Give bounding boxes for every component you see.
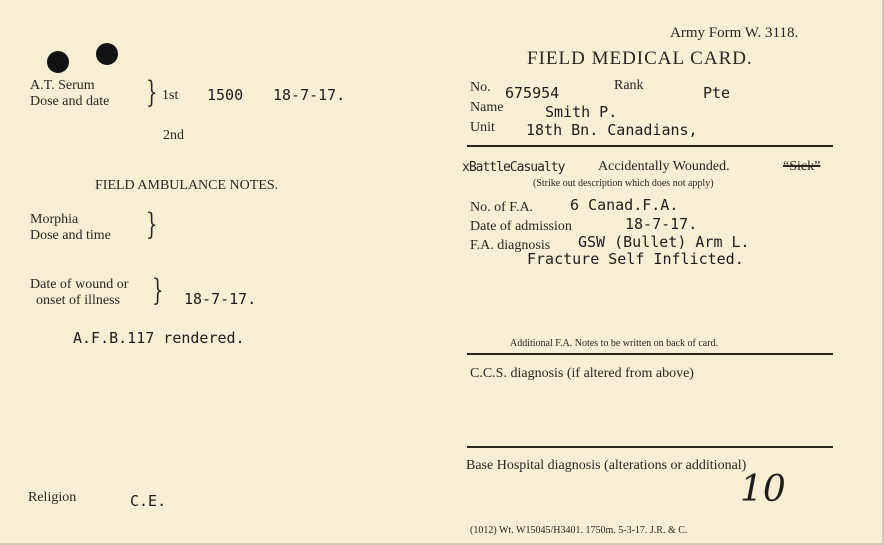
morphia-label-line1: Morphia <box>30 212 79 227</box>
base-hospital-label: Base Hospital diagnosis (alterations or additional) <box>466 458 747 473</box>
admission-label: Date of admission <box>470 219 572 234</box>
fa-number-value: 6 Canad.F.A. <box>570 196 679 214</box>
card-title: FIELD MEDICAL CARD. <box>527 48 753 69</box>
fa-notes-heading: FIELD AMBULANCE NOTES. <box>95 178 279 193</box>
wound-label-line1: Date of wound or <box>30 277 129 292</box>
religion-label: Religion <box>28 490 77 505</box>
additional-notes-instruction: Additional F.A. Notes to be written on back of card. <box>510 338 719 349</box>
wound-label-line2: onset of illness <box>36 293 120 308</box>
rank-value: Pte <box>703 84 731 102</box>
divider-fa-notes <box>467 353 833 355</box>
morphia-label-line2: Dose and time <box>30 228 111 243</box>
wound-date: 18-7-17. <box>184 290 257 308</box>
punch-hole-left <box>47 51 69 73</box>
divider-ccs <box>467 446 833 448</box>
fa-number-label: No. of F.A. <box>470 200 534 215</box>
handwritten-mark: 10 <box>740 469 786 510</box>
religion-value: C.E. <box>130 492 167 510</box>
printer-line: (1012) Wt. W15045/H3401. 1750m. 5-3-17. J.R. & C. <box>470 525 688 536</box>
serum-label-line1: A.T. Serum <box>30 78 95 93</box>
first-dose-amount: 1500 <box>207 86 244 104</box>
sick-label: “Sick” <box>783 159 821 174</box>
unit-value: 18th Bn. Canadians, <box>526 121 698 139</box>
wound-brace: } <box>152 273 164 308</box>
strike-instruction: (Strike out description which does not apply) <box>533 178 714 189</box>
admission-value: 18-7-17. <box>625 215 698 233</box>
fa-diagnosis-line1: GSW (Bullet) Arm L. <box>578 233 750 251</box>
number-value: 675954 <box>505 84 560 102</box>
punch-hole-right <box>96 43 118 65</box>
first-dose-date: 18-7-17. <box>273 86 346 104</box>
fa-diagnosis-line2: Fracture Self Inflicted. <box>527 250 744 268</box>
struck-battle-casualty: xBattleCasualty <box>462 160 565 175</box>
afb-note: A.F.B.117 rendered. <box>73 329 245 347</box>
rank-label: Rank <box>614 78 644 93</box>
name-label: Name <box>470 100 504 115</box>
unit-label: Unit <box>470 120 495 135</box>
first-dose-label: 1st <box>162 88 179 103</box>
morphia-brace: } <box>146 207 158 242</box>
serum-brace: } <box>146 75 158 110</box>
accidentally-wounded-label: Accidentally Wounded. <box>598 159 730 174</box>
divider-top <box>467 145 833 147</box>
serum-label-line2: Dose and date <box>30 94 110 109</box>
ccs-diagnosis-label: C.C.S. diagnosis (if altered from above) <box>470 366 694 381</box>
form-number: Army Form W. 3118. <box>670 25 799 41</box>
second-dose-label: 2nd <box>163 128 184 143</box>
name-value: Smith P. <box>545 103 618 121</box>
number-label: No. <box>470 80 491 95</box>
fa-diagnosis-label: F.A. diagnosis <box>470 238 551 253</box>
